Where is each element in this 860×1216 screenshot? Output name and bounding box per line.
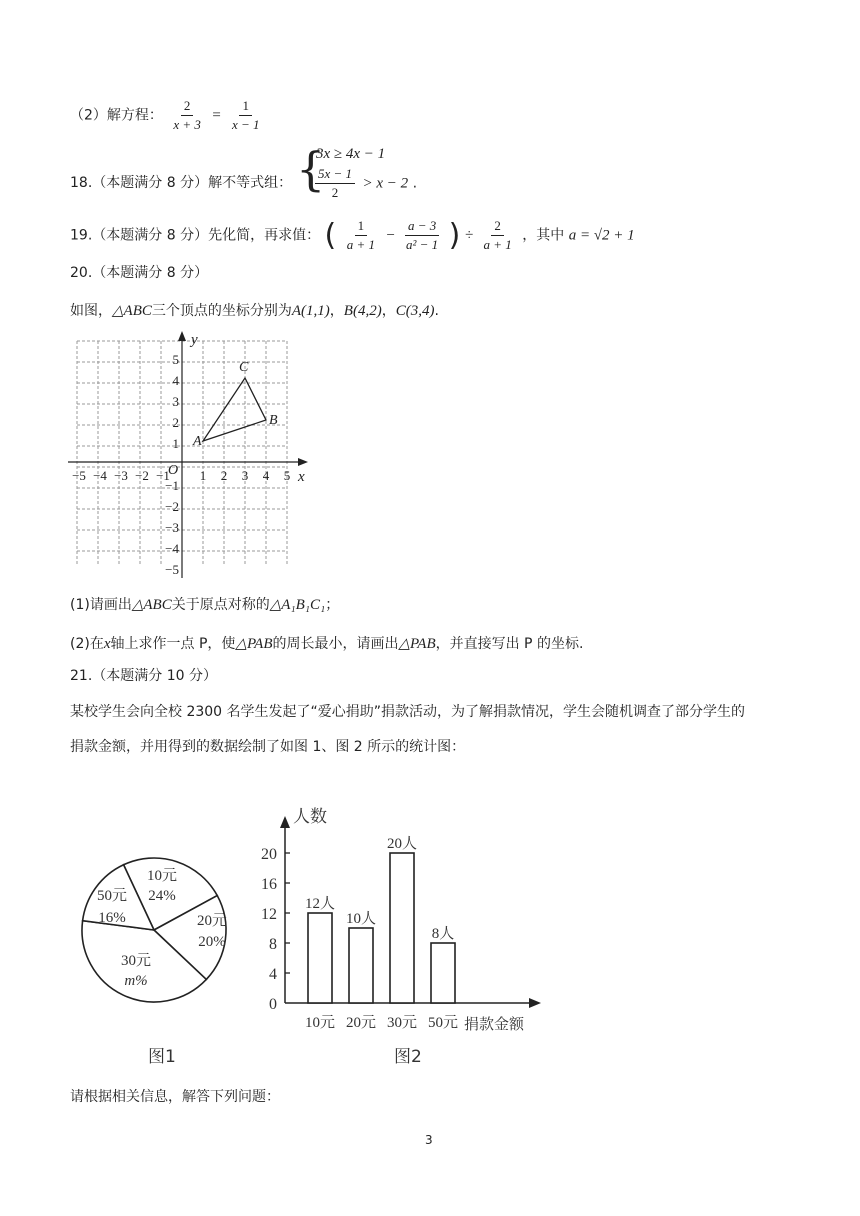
y-tick: −1 bbox=[165, 478, 179, 493]
q20-task1-tri2: △A₁B₁C₁ bbox=[269, 597, 326, 613]
q19-rparen: ) bbox=[448, 218, 461, 253]
y-tick: −4 bbox=[165, 541, 179, 556]
origin-label: O bbox=[168, 463, 179, 478]
y-tick: 3 bbox=[172, 394, 179, 409]
x-tick: −1 bbox=[156, 468, 170, 483]
point-label-b: B bbox=[269, 413, 278, 428]
q19-f2-num: a − 3 bbox=[405, 218, 439, 236]
y-tick: 1 bbox=[172, 436, 179, 451]
bar-y-tick-label: 16 bbox=[261, 876, 277, 893]
q19-f2-den: a² − 1 bbox=[406, 237, 439, 252]
bar-data-label: 10人 bbox=[345, 911, 377, 927]
q19-minus: − bbox=[385, 227, 396, 244]
bar-y-axis-arrow-icon bbox=[280, 816, 290, 828]
q20-task2-x: x bbox=[103, 636, 111, 652]
q18-line bbox=[70, 172, 292, 192]
q19-f1-den: a + 1 bbox=[346, 237, 375, 252]
q20-intro-tri: △ABC bbox=[112, 303, 152, 319]
triangle-abc bbox=[203, 378, 266, 441]
q17-rhs-fraction bbox=[229, 98, 263, 133]
x-tick: 2 bbox=[220, 468, 228, 483]
bar-data-label: 12人 bbox=[304, 896, 336, 912]
fig2-caption: 图2 bbox=[394, 1047, 422, 1067]
q18-end: . bbox=[412, 175, 418, 192]
bar-y-tick-label: 20 bbox=[261, 846, 277, 863]
q20-task2-tri2: △PAB bbox=[398, 636, 436, 652]
q20-label: 20.（本题满分 8 分） bbox=[70, 265, 209, 281]
bar-category-label: 10元 bbox=[304, 1015, 336, 1031]
x-tick: 3 bbox=[241, 468, 249, 483]
q19-frac2 bbox=[403, 218, 441, 253]
q18-ineq1: 3x ≥ 4x − 1 bbox=[316, 146, 386, 162]
q20-sep2: ， bbox=[381, 303, 396, 319]
fig1-caption: 图1 bbox=[148, 1047, 176, 1067]
x-tick: −2 bbox=[135, 468, 149, 483]
q20-task1 bbox=[70, 594, 339, 614]
bar-20元 bbox=[349, 928, 373, 1003]
x-tick: 5 bbox=[283, 468, 291, 483]
q17-lhs-fraction bbox=[170, 98, 204, 133]
bar-y-tick-label: 12 bbox=[261, 906, 277, 923]
bar-category-label: 30元 bbox=[386, 1015, 418, 1031]
pie-slice-pct-20: 20% bbox=[198, 934, 226, 950]
y-axis-arrow-icon bbox=[178, 331, 186, 341]
q19-lparen: ( bbox=[324, 218, 337, 253]
bar-data-label: 20人 bbox=[386, 836, 418, 852]
bar-data-label: 8人 bbox=[431, 926, 455, 942]
bar-y-axis-title: 人数 bbox=[293, 807, 327, 826]
x-axis-arrow-icon bbox=[298, 458, 308, 466]
bar-y-tick-label: 8 bbox=[269, 936, 277, 953]
q19-frac1 bbox=[344, 218, 378, 253]
point-label-a: A bbox=[193, 434, 202, 449]
bar-30元 bbox=[390, 853, 414, 1003]
q19-div: ÷ bbox=[464, 227, 474, 244]
q19-line bbox=[70, 218, 635, 253]
q19-f1-num: 1 bbox=[355, 218, 368, 236]
q20-point-b: B(4,2) bbox=[343, 303, 382, 319]
pie-chart bbox=[70, 842, 260, 1022]
q17-rhs-num: 1 bbox=[239, 98, 252, 116]
bar-chart bbox=[255, 798, 550, 1038]
q20-task2-tri: △PAB bbox=[235, 636, 273, 652]
bar-x-axis-arrow-icon bbox=[529, 998, 541, 1008]
q17-prefix: （2）解方程： bbox=[70, 107, 163, 124]
q20-point-c: C(3,4) bbox=[395, 303, 435, 319]
y-tick: −5 bbox=[165, 562, 179, 577]
x-tick: −3 bbox=[114, 468, 128, 483]
pie-slice-name-50: 50元 bbox=[96, 888, 128, 904]
q20-end: . bbox=[434, 303, 439, 319]
y-tick: 4 bbox=[172, 373, 179, 388]
q18-ineq2-rest: > x − 2 bbox=[362, 175, 409, 192]
x-tick: 4 bbox=[262, 468, 270, 483]
q18-ineq2-fraction bbox=[315, 166, 355, 201]
y-tick: −3 bbox=[165, 520, 179, 535]
q17-rhs-den: x − 1 bbox=[231, 117, 260, 132]
q17-eq: = bbox=[211, 107, 222, 124]
q19-frac3 bbox=[481, 218, 515, 253]
q20-task2-a: (2)在 bbox=[70, 636, 104, 652]
q21-para2: 捐款金额，并用得到的数据绘制了如图 1、图 2 所示的统计图： bbox=[70, 739, 466, 755]
coordinate-grid bbox=[60, 328, 320, 584]
q18-ineq2-den: 2 bbox=[331, 185, 339, 200]
pie-slice-name-20: 20元 bbox=[196, 913, 228, 929]
pie-slice-pct-30: m% bbox=[124, 973, 148, 989]
q18-brace: { bbox=[296, 142, 326, 196]
bar-y-tick-label: 4 bbox=[269, 966, 277, 983]
bar-50元 bbox=[431, 943, 455, 1003]
q19-label: 19.（本题满分 8 分）先化简，再求值： bbox=[70, 227, 321, 244]
bar-category-label: 20元 bbox=[345, 1015, 377, 1031]
q17-lhs-den: x + 3 bbox=[173, 117, 201, 132]
x-tick: −5 bbox=[72, 468, 86, 483]
x-tick: 1 bbox=[199, 468, 207, 483]
pie-slice-pct-50: 16% bbox=[98, 910, 126, 926]
point-label-c: C bbox=[239, 360, 249, 375]
q20-task2 bbox=[70, 633, 583, 653]
bar-category-label: 50元 bbox=[427, 1015, 459, 1031]
q21-label: 21.（本题满分 10 分） bbox=[70, 668, 217, 684]
q20-intro-b: 三个顶点的坐标分别为 bbox=[151, 303, 292, 319]
q21-closing: 请根据相关信息，解答下列问题： bbox=[70, 1089, 280, 1105]
q20-task1-b: 关于原点对称的 bbox=[171, 597, 270, 613]
q19-f3-den: a + 1 bbox=[483, 237, 512, 252]
y-tick: 5 bbox=[172, 352, 179, 367]
q19-value: a = √2 + 1 bbox=[568, 227, 635, 244]
bar-y-tick-label: 0 bbox=[269, 996, 277, 1013]
y-tick: 2 bbox=[172, 415, 179, 430]
x-tick-labels bbox=[72, 468, 290, 483]
pie-slice-pct-10: 24% bbox=[148, 888, 176, 904]
q20-task2-b: 轴上求作一点 P，使 bbox=[110, 636, 236, 652]
pie-slice-name-30: 30元 bbox=[120, 953, 152, 969]
page-number: 3 bbox=[425, 1133, 433, 1147]
q20-task1-a: (1)请画出 bbox=[70, 597, 132, 613]
q20-sep1: ， bbox=[329, 303, 344, 319]
q21-para1: 某校学生会向全校 2300 名学生发起了“爱心捐助”捐款活动，为了解捐款情况，学生会随机调查了部分学生的 bbox=[70, 704, 746, 720]
y-axis-label: y bbox=[191, 332, 198, 348]
bar-bars bbox=[305, 835, 458, 1031]
q20-intro-a: 如图， bbox=[70, 303, 112, 319]
q18-ineq2 bbox=[312, 166, 417, 201]
q20-task2-d: ，并直接写出 P 的坐标. bbox=[435, 636, 584, 652]
q20-task1-tri: △ABC bbox=[131, 597, 172, 613]
x-tick: −4 bbox=[93, 468, 107, 483]
q17-lhs-num: 2 bbox=[181, 98, 194, 116]
q20-task1-end: ； bbox=[325, 597, 340, 613]
x-axis-label: x bbox=[298, 469, 305, 485]
bar-10元 bbox=[308, 913, 332, 1003]
q19-f3-num: 2 bbox=[491, 218, 504, 236]
y-tick: −2 bbox=[165, 499, 179, 514]
q18-ineq2-num: 5x − 1 bbox=[315, 166, 355, 184]
q20-task2-c: 的周长最小，请画出 bbox=[272, 636, 399, 652]
bar-x-axis-title: 捐款金额 bbox=[464, 1017, 525, 1033]
q19-tail: ，其中 bbox=[522, 227, 565, 244]
pie-slice-name-10: 10元 bbox=[146, 868, 178, 884]
q17-line bbox=[70, 98, 266, 133]
q18-label: 18.（本题满分 8 分）解不等式组： bbox=[70, 175, 293, 191]
q20-point-a: A(1,1) bbox=[291, 303, 330, 319]
q20-intro bbox=[70, 300, 439, 320]
